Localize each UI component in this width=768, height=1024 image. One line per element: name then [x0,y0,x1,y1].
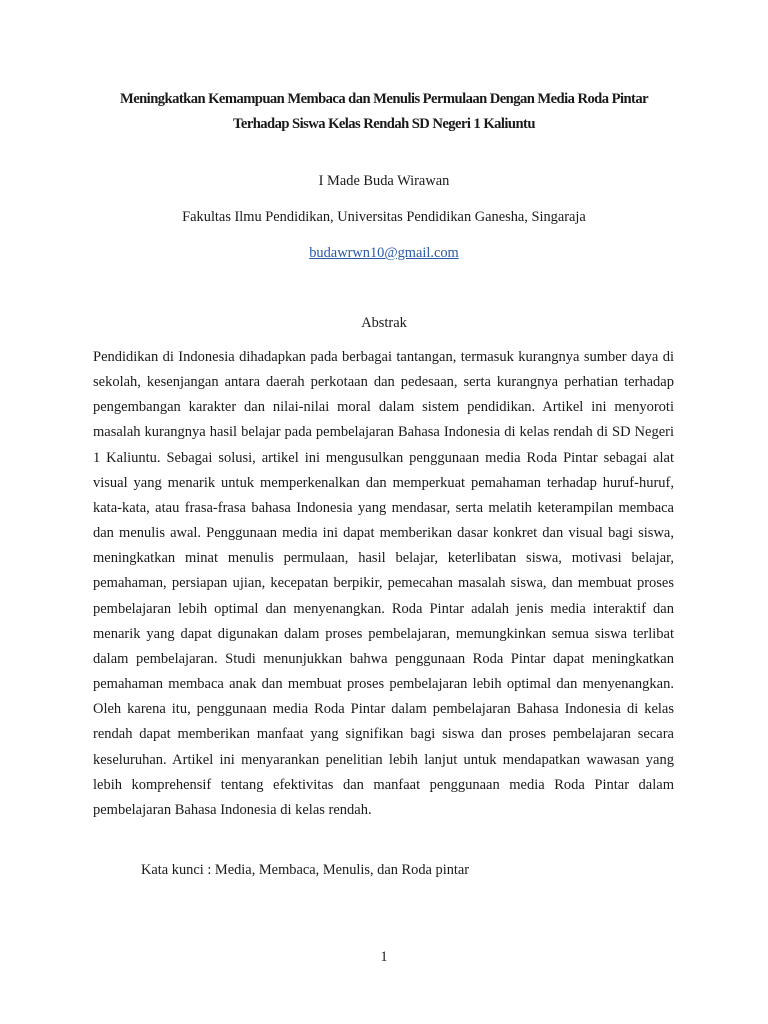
abstract-heading: Abstrak [361,315,407,331]
paper-title-line-2: Terhadap Siswa Kelas Rendah SD Negeri 1 Kaliuntu [233,116,535,132]
author-affiliation: Fakultas Ilmu Pendidikan, Universitas Pendidikan Ganesha, Singaraja [182,209,586,225]
abstract-body: Pendidikan di Indonesia dihadapkan pada berbagai tantangan, termasuk kurangnya sumber daya di sekolah, kesenjangan antara daerah perkotaan dan pedesaan, serta kurangnya perhatian terhadap pengembangan karakter dan nilai-nilai moral dalam sistem pendidikan. Artikel ini menyoroti masalah kurangnya hasil belajar pada pembelajaran Bahasa Indonesia di kelas rendah di SD Negeri 1 Kaliuntu. Sebagai solusi, artikel ini mengusulkan penggunaan media Roda Pintar sebagai alat visual yang menarik untuk memperkenalkan dan memperkuat pemahaman terhadap huruf-huruf, kata-kata, atau frasa-frasa bahasa Indonesia yang mendasar, serta melatih keterampilan membaca dan menulis awal. Penggunaan media ini dapat memberikan dasar konkret dan visual bagi siswa, meningkatkan minat menulis permulaan, hasil belajar, keterlibatan siswa, motivasi belajar, pemahaman, persiapan ujian, kecepatan berpikir, pemecahan masalah siswa, dan membuat proses pembelajaran lebih optimal dan menyenangkan. Roda Pintar adalah jenis media interaktif dan menarik yang dapat digunakan dalam proses pembelajaran, memungkinkan semua siswa terlibat dalam pembelajaran. Studi menunjukkan bahwa penggunaan Roda Pintar dapat meningkatkan pemahaman membaca anak dan membuat proses pembelajaran lebih optimal dan menyenangkan. Oleh karena itu, penggunaan media Roda Pintar dalam pembelajaran Bahasa Indonesia di kelas rendah dapat memberikan manfaat yang signifikan bagi siswa dan proses pembelajaran secara keseluruhan. Artikel ini menyarankan penelitian lebih lanjut untuk mendapatkan wawasan yang lebih komprehensif tentang efektivitas dan manfaat penggunaan media Roda Pintar dalam pembelajaran Bahasa Indonesia di kelas rendah. [93,349,674,818]
author-email-link[interactable]: budawrwn10@gmail.com [309,245,459,261]
page-number: 1 [380,949,388,965]
paper-title-line-1: Meningkatkan Kemampuan Membaca dan Menulis Permulaan Dengan Media Roda Pintar [119,91,649,107]
author-name: I Made Buda Wirawan [318,173,450,189]
keywords: Kata kunci : Media, Membaca, Menulis, dan Roda pintar [141,862,470,878]
author-email-container [60,243,708,263]
